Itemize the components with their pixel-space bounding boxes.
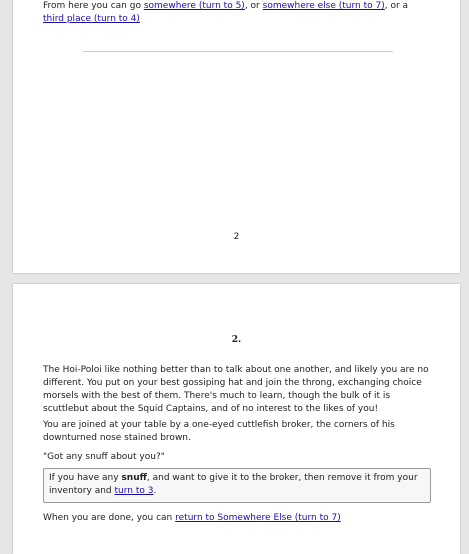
page-1 [13, 0, 460, 273]
link-turn-to-3[interactable]: turn to 3 [114, 486, 154, 496]
dialogue-quote: "Got any snuff about you?" [43, 452, 165, 462]
conditional-choice-box [43, 468, 431, 503]
choices-paragraph [43, 0, 423, 26]
box-text-pre: If you have any [49, 473, 119, 483]
link-somewhere[interactable]: somewhere (turn to 5) [143, 1, 245, 11]
choices-separator-1: , or [244, 1, 260, 11]
choices-separator-2: , or a [384, 1, 409, 11]
link-somewhere-else[interactable]: somewhere else (turn to 7) [262, 1, 385, 11]
story-paragraph-2: You are joined at your table by a one-eyed cuttlefish broker, the corners of his downturned nose stained brown. [43, 420, 395, 443]
page-number: 2 [233, 232, 240, 242]
return-text: When you are done, you can [43, 513, 173, 523]
item-name-snuff: snuff [121, 473, 147, 483]
story-paragraph-1: The Hoi-Poloi like nothing better than to talk about one another, and likely you are no different. You put on your best gossiping hat and join the throng, exchanging choice morsels with the best of them. There's much to learn, though the bulk of it is scuttlebut about the Squid Captains, and of no interest to the likes of you! [43, 365, 429, 414]
page-2 [13, 284, 460, 554]
section-heading: 2. [231, 335, 242, 345]
choices-intro: From here you can go [43, 1, 141, 11]
section-divider [83, 51, 393, 52]
box-text-post: , and want to give it to the broker, then remove it from your inventory and [49, 473, 418, 496]
link-third-place[interactable]: third place (turn to 4) [43, 14, 140, 24]
return-paragraph [43, 512, 429, 525]
link-return-somewhere-else[interactable]: return to Somewhere Else (turn to 7) [175, 513, 341, 523]
box-text-end: . [153, 486, 157, 496]
